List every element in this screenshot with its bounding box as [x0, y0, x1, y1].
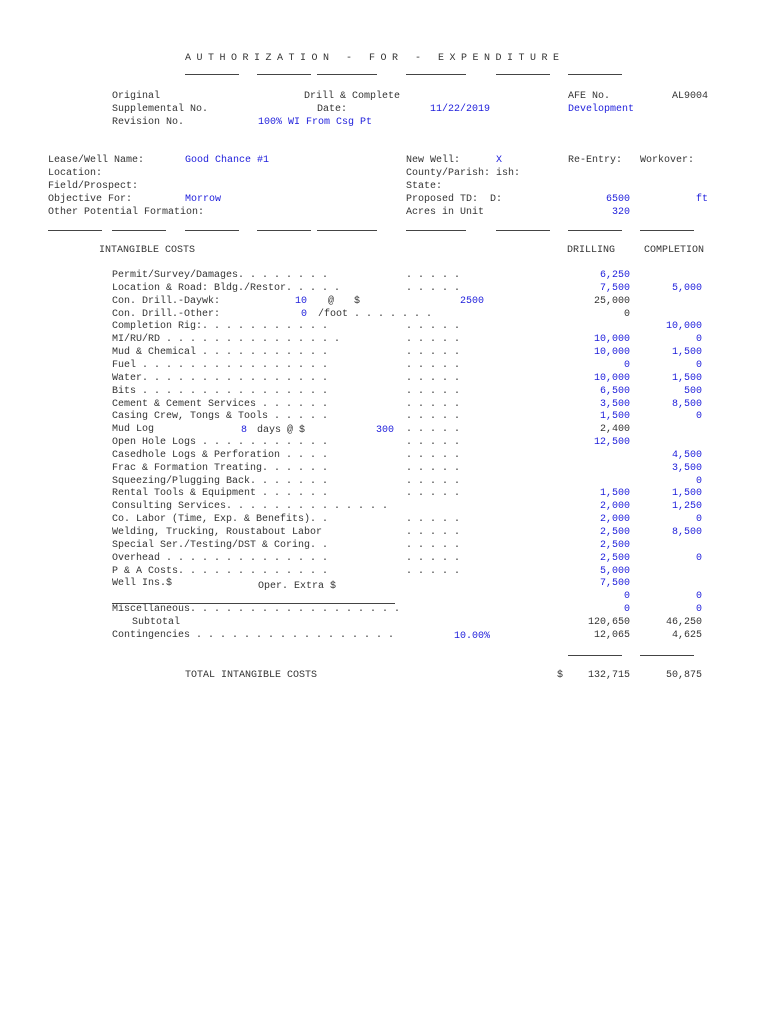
total-drilling: 132,715: [587, 670, 630, 681]
row-dots: . . . . .: [406, 488, 461, 500]
row-completion-value: 0: [695, 514, 702, 526]
lease-value: Good Chance #1: [185, 155, 270, 166]
revision-value: 100% WI From Csg Pt: [258, 117, 373, 128]
row-drilling-value: 6,500: [599, 385, 630, 397]
row-completion-value: 1,500: [671, 488, 702, 500]
acres-label: Acres in Unit: [406, 207, 485, 218]
row-dots: . . . . .: [406, 270, 461, 281]
row-label: Miscellaneous. . . . . . . . . . . . . . . . . .: [112, 604, 401, 616]
row-dots: . . . . .: [406, 372, 461, 384]
row-dots: . . . . .: [406, 347, 461, 359]
row-label: Completion Rig:. . . . . . . . . . .: [112, 321, 329, 333]
daywork-days: 10: [295, 296, 308, 307]
row-label: Rental Tools & Equipment . . . . . .: [112, 488, 329, 500]
row-label: Con. Drill.-Other:: [112, 308, 221, 320]
row-dots: . . . . .: [406, 565, 461, 577]
row-completion-value: 3,500: [671, 462, 702, 474]
row-dots: . . . . .: [406, 462, 461, 474]
field-label: Field/Prospect:: [48, 181, 139, 192]
row-label: Frac & Formation Treating. . . . . .: [112, 462, 329, 474]
row-label: Consulting Services. . . . . . . . . . . . . .: [112, 501, 389, 513]
afe-value: AL9004: [672, 91, 709, 102]
row-dots: . . . . .: [406, 385, 461, 397]
row-drilling-value: 2,500: [599, 552, 630, 564]
row-drilling-value: 0: [623, 604, 630, 616]
row-label: Location & Road: Bldg./Restor. . . . .: [112, 282, 341, 294]
row-drilling-value: 7,500: [599, 282, 630, 294]
revision-label: Revision No.: [112, 117, 185, 128]
other-drill-per: /foot . . . . . . .: [318, 309, 433, 320]
afe-type: Development: [568, 104, 635, 115]
row-completion-value: 0: [695, 552, 702, 564]
row-drilling-value: 120,650: [587, 616, 630, 628]
row-completion-value: 4,625: [671, 629, 702, 641]
row-dots: . . . . .: [406, 539, 461, 551]
row-drilling-value: 2,500: [599, 539, 630, 551]
row-label: Permit/Survey/Damages. . . . . . . .: [112, 270, 329, 281]
daywork-at: @: [328, 296, 335, 307]
row-label: Well Ins.$: [112, 578, 173, 590]
row-dots: . . . . .: [406, 514, 461, 526]
row-drilling-value: 1,500: [599, 488, 630, 500]
location-label: Location:: [48, 168, 103, 179]
row-dots: . . . . .: [406, 527, 461, 538]
proposed-td-value: 6500: [605, 194, 630, 205]
row-label: Special Ser./Testing/DST & Coring. .: [112, 539, 329, 551]
acres-value: 320: [611, 207, 630, 218]
row-completion-value: 0: [695, 334, 702, 346]
original-label: Original: [112, 91, 161, 102]
row-completion-value: 1,250: [671, 501, 702, 513]
row-drilling-value: 0: [623, 308, 630, 320]
proposed-td-unit: ft: [696, 194, 709, 205]
row-dots: . . . . .: [406, 411, 461, 423]
date-value: 11/22/2019: [430, 104, 491, 115]
drilling-header: DRILLING: [567, 245, 616, 256]
reentry-label: Re-Entry:: [568, 155, 623, 166]
row-drilling-value: 7,500: [599, 578, 630, 590]
row-drilling-value: 2,000: [599, 501, 630, 513]
row-drilling-value: 2,400: [599, 424, 630, 436]
row-completion-value: 46,250: [665, 616, 702, 628]
row-completion-value: 0: [695, 411, 702, 423]
row-dots: . . . . .: [406, 449, 461, 461]
other-formation-label: Other Potential Formation:: [48, 207, 205, 218]
completion-header: COMPLETION: [644, 245, 705, 256]
row-completion-value: 8,500: [671, 398, 702, 410]
row-label: Welding, Trucking, Roustabout Labor: [112, 527, 323, 538]
total-currency: $: [557, 670, 564, 681]
row-completion-value: 0: [695, 591, 702, 603]
afe-label: AFE No.: [568, 91, 611, 102]
row-dots: . . . . .: [406, 437, 461, 449]
drill-complete-label: Drill & Complete: [304, 91, 401, 102]
row-dots: . . . . .: [406, 424, 461, 436]
state-label: State:: [406, 181, 443, 192]
row-label: Cement & Cement Services . . . . . .: [112, 398, 329, 410]
row-label: Casing Crew, Tongs & Tools . . . . .: [112, 411, 329, 423]
total-line-completion: [640, 655, 694, 656]
objective-value: Morrow: [185, 194, 222, 205]
row-completion-value: 1,500: [671, 372, 702, 384]
row-label: Subtotal: [132, 616, 181, 628]
row-label: Co. Labor (Time, Exp. & Benefits). .: [112, 514, 329, 526]
row-drilling-value: 6,250: [599, 270, 630, 281]
row-label: Squeezing/Plugging Back. . . . . . .: [112, 475, 329, 487]
row-drilling-value: 2,500: [599, 527, 630, 538]
row-completion-value: 1,500: [671, 347, 702, 359]
well-ins-oper-extra: Oper. Extra $: [258, 581, 337, 592]
total-completion: 50,875: [665, 670, 702, 681]
misc-line: [112, 603, 395, 604]
row-label: Overhead . . . . . . . . . . . . . .: [112, 552, 329, 564]
row-completion-value: 0: [695, 475, 702, 487]
new-well-value: X: [496, 155, 503, 166]
row-drilling-value: 0: [623, 591, 630, 603]
lease-label: Lease/Well Name:: [48, 155, 145, 166]
row-label: Water. . . . . . . . . . . . . . . .: [112, 372, 329, 384]
proposed-td-label: Proposed TD: D:: [406, 194, 503, 205]
row-drilling-value: 10,000: [593, 372, 630, 384]
row-label: Fuel . . . . . . . . . . . . . . . .: [112, 359, 329, 371]
row-drilling-value: 0: [623, 359, 630, 371]
row-label: Bits . . . . . . . . . . . . . . . .: [112, 385, 329, 397]
row-drilling-value: 12,065: [593, 629, 630, 641]
row-label: Con. Drill.-Daywk:: [112, 295, 221, 307]
row-completion-value: 10,000: [665, 321, 702, 333]
row-label: Mud & Chemical . . . . . . . . . . .: [112, 347, 329, 359]
row-drilling-value: 10,000: [593, 347, 630, 359]
row-dots: . . . . .: [406, 282, 461, 294]
daywork-dollar: $: [354, 296, 361, 307]
total-label: TOTAL INTANGIBLE COSTS: [185, 670, 318, 681]
row-completion-value: 5,000: [671, 282, 702, 294]
row-drilling-value: 2,000: [599, 514, 630, 526]
row-dots: . . . . .: [406, 321, 461, 333]
row-drilling-value: 1,500: [599, 411, 630, 423]
supplemental-label: Supplemental No.: [112, 104, 209, 115]
row-drilling-value: 10,000: [593, 334, 630, 346]
row-drilling-value: 5,000: [599, 565, 630, 577]
row-drilling-value: 3,500: [599, 398, 630, 410]
date-label: Date:: [317, 104, 348, 115]
daywork-rate: 2500: [460, 296, 485, 307]
row-completion-value: 500: [683, 385, 702, 397]
document-title: AUTHORIZATION - FOR - EXPENDITURE: [185, 53, 565, 64]
row-completion-value: 0: [695, 359, 702, 371]
row-drilling-value: 25,000: [593, 295, 630, 307]
row-dots: . . . . .: [406, 359, 461, 371]
other-drill-value: 0: [301, 309, 308, 320]
section-title: INTANGIBLE COSTS: [99, 245, 196, 256]
row-label: P & A Costs. . . . . . . . . . . . .: [112, 565, 329, 577]
row-label: MI/RU/RD . . . . . . . . . . . . . . .: [112, 334, 341, 346]
row-dots: . . . . .: [406, 334, 461, 346]
row-dots: . . . . .: [406, 475, 461, 487]
row-label: Contingencies . . . . . . . . . . . . . . . . .: [112, 629, 395, 641]
row-completion-value: 4,500: [671, 449, 702, 461]
mud-log-days: 8: [241, 425, 248, 436]
new-well-label: New Well:: [406, 155, 461, 166]
row-label: Casedhole Logs & Perforation . . . .: [112, 449, 329, 461]
row-completion-value: 0: [695, 604, 702, 616]
row-dots: . . . . .: [406, 552, 461, 564]
county-label: County/Parish: ish:: [406, 168, 521, 179]
row-completion-value: 8,500: [671, 527, 702, 538]
workover-label: Workover:: [640, 155, 695, 166]
objective-label: Objective For:: [48, 194, 133, 205]
mud-log-text: days @ $: [257, 425, 306, 436]
total-line-drilling: [568, 655, 622, 656]
contingency-pct: 10.00%: [454, 631, 491, 642]
row-dots: . . . . .: [406, 398, 461, 410]
mud-log-rate: 300: [376, 425, 395, 436]
row-drilling-value: 12,500: [593, 437, 630, 449]
row-label: Mud Log: [112, 424, 155, 436]
row-label: Open Hole Logs . . . . . . . . . . .: [112, 437, 329, 449]
